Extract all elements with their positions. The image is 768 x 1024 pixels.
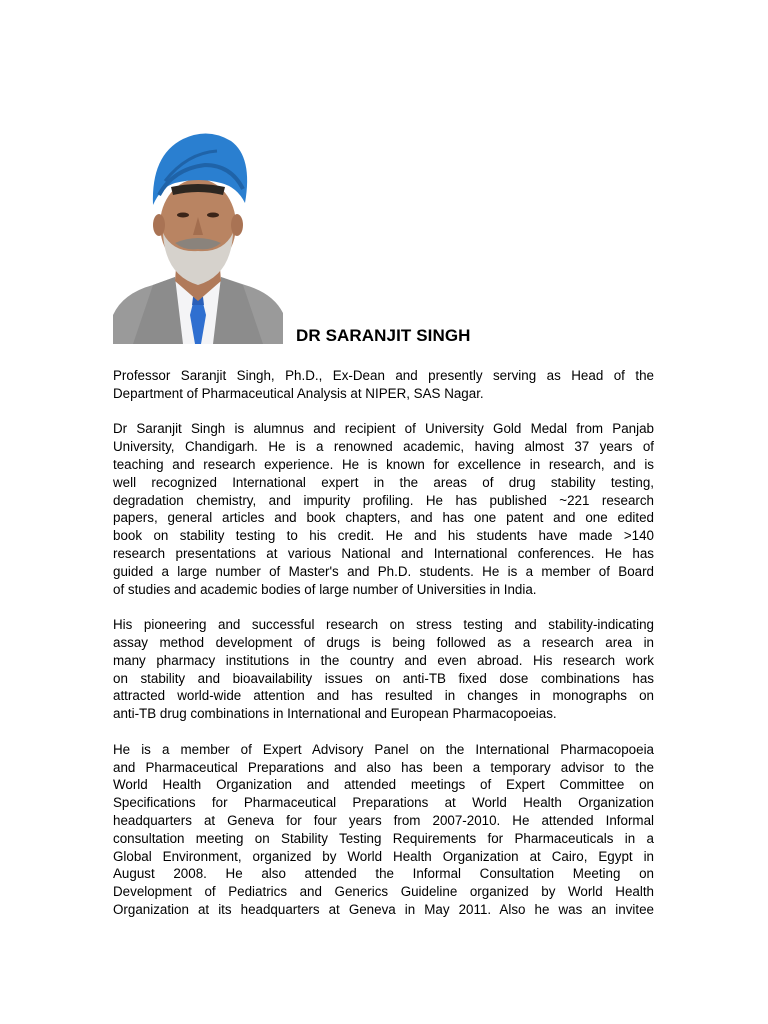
paragraph (113, 420, 654, 598)
text-line: on stability and bioavailability issues on anti-TB fixed dose combinations has (113, 670, 654, 686)
paragraph (113, 741, 654, 919)
text-line: papers, general articles and book chapters, and has one patent and one edited (113, 510, 654, 526)
text-line: many pharmacy institutions in the country and even abroad. His research work (113, 652, 654, 668)
paragraph (113, 367, 654, 403)
text-line: Professor Saranjit Singh, Ph.D., Ex-Dean and presently serving as Head of the (113, 368, 654, 383)
portrait-photo (113, 125, 283, 344)
text-line: Development of Pediatrics and Generics Guideline organized by World Health (113, 884, 654, 900)
text-line: University, Chandigarh. He is a renowned academic, having almost 37 years of (113, 439, 654, 455)
biography-text (113, 367, 654, 919)
portrait-illustration (113, 125, 283, 344)
text-line: teaching and research experience. He is known for excellence in research, and is (113, 456, 654, 472)
text-line: headquarters at Geneva for four years from 2007-2010. He attended Informal (113, 812, 654, 828)
page-title: DR SARANJIT SINGH (296, 326, 471, 345)
text-line: Global Environment, organized by World Health Organization at Cairo, Egypt in (113, 848, 654, 864)
text-line: well recognized International expert in the areas of drug stability testing, (113, 474, 654, 490)
text-line: guided a large number of Master's and Ph.D. students. He is a member of Board (113, 563, 654, 579)
text-line: attracted world-wide attention and has resulted in changes in monographs on (113, 688, 654, 704)
text-line: He is a member of Expert Advisory Panel on the International Pharmacopoeia (113, 741, 654, 757)
text-line: Organization at its headquarters at Geneva in May 2011. Also he was an invitee (113, 901, 654, 917)
text-line: research presentations at various National and International conferences. He has (113, 545, 654, 561)
text-line: and Pharmaceutical Preparations and also has been a temporary advisor to the (113, 759, 654, 775)
text-line: Department of Pharmaceutical Analysis at NIPER, SAS Nagar. (113, 385, 484, 401)
text-line: assay method development of drugs is being followed as a research area in (113, 634, 654, 650)
text-line: His pioneering and successful research on stress testing and stability-indicating (113, 617, 654, 633)
text-line: book on stability testing to his credit. He and his students have made >140 (113, 528, 654, 544)
text-line: consultation meeting on Stability Testing Requirements for Pharmaceuticals in a (113, 830, 654, 846)
text-line: Dr Saranjit Singh is alumnus and recipient of University Gold Medal from Panjab (113, 421, 654, 437)
paragraph (113, 616, 654, 723)
text-line: degradation chemistry, and impurity profiling. He has published ~221 research (113, 492, 654, 508)
text-line: World Health Organization and attended meetings of Expert Committee on (113, 777, 654, 793)
text-line: August 2008. He also attended the Informal Consultation Meeting on (113, 866, 654, 882)
text-line: of studies and academic bodies of large number of Universities in India. (113, 581, 537, 597)
text-line: anti-TB drug combinations in International and European Pharmacopoeias. (113, 706, 557, 722)
text-line: Specifications for Pharmaceutical Preparations at World Health Organization (113, 795, 654, 811)
